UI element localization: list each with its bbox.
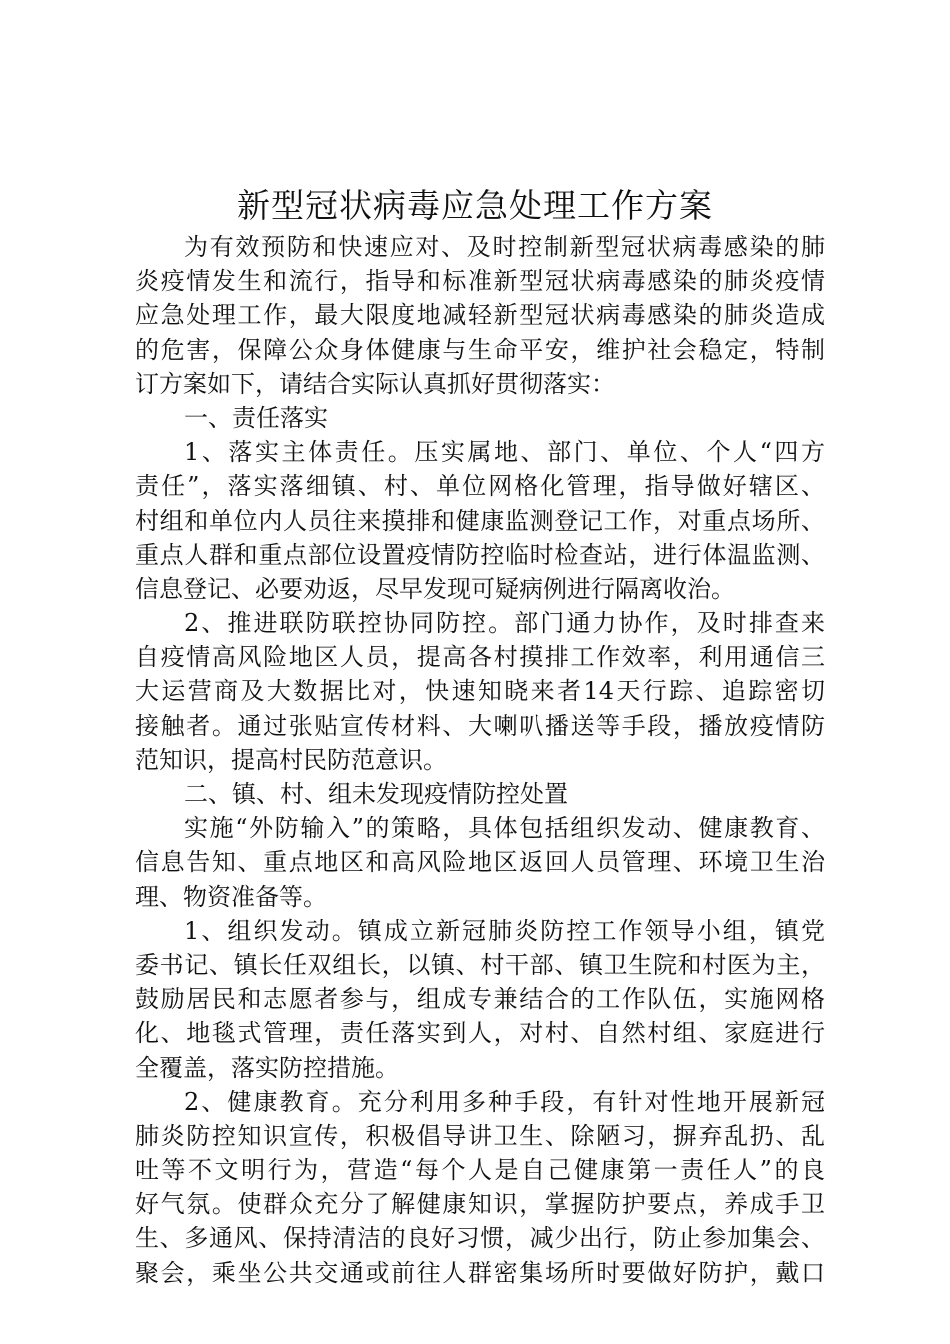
body-line: 鼓励居民和志愿者参与，组成专兼结合的工作队伍，实施网格 <box>135 985 825 1014</box>
body-line: 全覆盖，落实防控措施。 <box>135 1053 399 1082</box>
body-line: 范知识，提高村民防范意识。 <box>135 745 447 774</box>
body-line: 生、多通风、保持清洁的良好习惯，减少出行，防止参加集会、 <box>135 1224 825 1253</box>
body-line: 为有效预防和快速应对、及时控制新型冠状病毒感染的肺 <box>184 233 825 261</box>
body-line: 二、镇、村、组未发现疫情防控处置 <box>184 780 568 808</box>
body-line: 村组和单位内人员往来摸排和健康监测登记工作，对重点场所、 <box>135 506 825 535</box>
document-body <box>135 230 825 1290</box>
body-line: 应急处理工作，最大限度地减轻新型冠状病毒感染的肺炎造成 <box>135 301 825 330</box>
body-line: 一、责任落实 <box>184 403 328 432</box>
body-line: 的危害，保障公众身体健康与生命平安，维护社会稳定，特制 <box>135 335 825 364</box>
body-line: 2、健康教育。充分利用多种手段，有针对性地开展新冠 <box>184 1087 825 1116</box>
body-line: 1、落实主体责任。压实属地、部门、单位、个人“四方 <box>184 438 825 467</box>
document-title: 新型冠状病毒应急处理工作方案 <box>237 186 713 225</box>
body-line: 吐等不文明行为，营造“每个人是自己健康第一责任人”的良 <box>135 1156 825 1185</box>
body-line: 委书记、镇长任双组长，以镇、村干部、镇卫生院和村医为主， <box>135 950 825 979</box>
body-line: 聚会，乘坐公共交通或前往人群密集场所时要做好防护，戴口 <box>135 1258 825 1287</box>
body-line: 2、推进联防联控协同防控。部门通力协作，及时排查来 <box>184 609 825 638</box>
body-line: 实施“外防输入”的策略，具体包括组织发动、健康教育、 <box>184 814 825 843</box>
body-line: 1、组织发动。镇成立新冠肺炎防控工作领导小组，镇党 <box>184 916 825 945</box>
body-line: 理、物资准备等。 <box>135 882 327 911</box>
body-line: 信息告知、重点地区和高风险地区返回人员管理、环境卫生治 <box>135 848 825 877</box>
body-line: 大运营商及大数据比对，快速知晓来者14天行踪、追踪密切 <box>135 677 825 706</box>
body-line: 自疫情高风险地区人员，提高各村摸排工作效率，利用通信三 <box>135 643 825 672</box>
body-line: 责任”，落实落细镇、村、单位网格化管理，指导做好辖区、 <box>135 472 825 501</box>
body-line: 炎疫情发生和流行，指导和标准新型冠状病毒感染的肺炎疫情 <box>135 267 825 296</box>
body-line: 信息登记、必要劝返，尽早发现可疑病例进行隔离收治。 <box>135 574 735 603</box>
body-line: 订方案如下，请结合实际认真抓好贯彻落实： <box>135 369 615 398</box>
body-line: 好气氛。使群众充分了解健康知识，掌握防护要点，养成手卫 <box>135 1190 825 1219</box>
body-line: 肺炎防控知识宣传，积极倡导讲卫生、除陋习，摒弃乱扔、乱 <box>135 1121 825 1150</box>
body-line: 接触者。通过张贴宣传材料、大喇叭播送等手段，播放疫情防 <box>135 711 825 740</box>
body-line: 重点人群和重点部位设置疫情防控临时检查站，进行体温监测、 <box>135 540 825 569</box>
body-line: 化、地毯式管理，责任落实到人，对村、自然村组、家庭进行 <box>135 1019 825 1048</box>
